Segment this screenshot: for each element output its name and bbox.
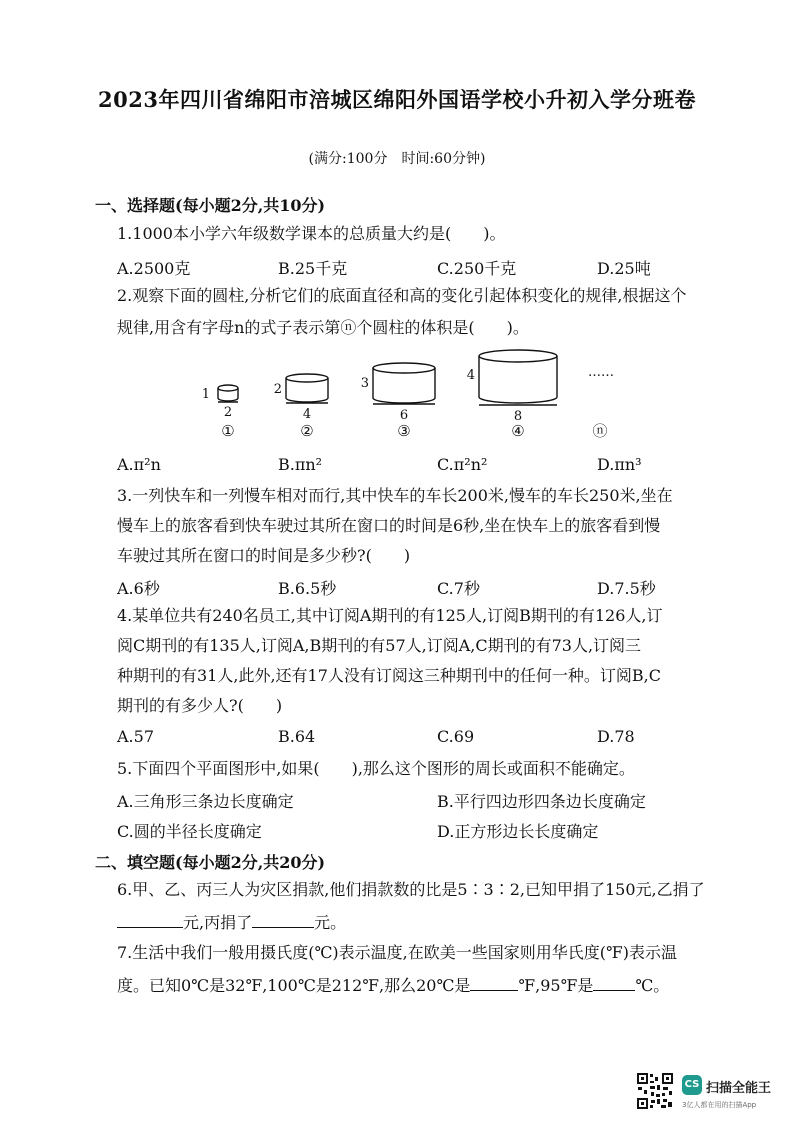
question-1-stem: 1.1000本小学六年级数学课本的总质量大约是( )。: [117, 224, 506, 243]
q7-text-b: ℉,95℉是: [518, 976, 594, 995]
q3-option-a: A.6秒: [117, 579, 160, 598]
cylinder-2: [286, 374, 328, 403]
q4-option-a: A.57: [117, 727, 154, 746]
q7-text-c: ℃。: [635, 976, 670, 995]
cylinder-4: [479, 350, 557, 405]
question-3-line-3: 车驶过其所在窗口的时间是多少秒?( ): [117, 546, 411, 565]
question-2-line-2: 规律,用含有字母n的式子表示第ⓝ个圆柱的体积是( )。: [117, 318, 529, 337]
answer-blank-yi[interactable]: [117, 911, 183, 928]
cyl2-height-label: 2: [273, 382, 282, 397]
q5-option-c: C.圆的半径长度确定: [117, 822, 262, 841]
question-3-line-2: 慢车上的旅客看到快车驶过其所在窗口的时间是6秒,坐在快车上的旅客看到慢: [117, 516, 661, 535]
question-4-line-3: 种期刊的有31人,此外,还有17人没有订阅这三种期刊中的任何一种。订阅B,C: [117, 666, 661, 685]
q1-option-c: C.250千克: [437, 259, 517, 278]
question-7-line-2: [117, 974, 669, 996]
question-6-line-2: [117, 911, 346, 933]
exam-info: (满分:100分 时间:60分钟): [308, 151, 486, 167]
section-heading-fill: 二、填空题(每小题2分,共20分): [95, 853, 326, 872]
q1-option-b: B.25千克: [278, 259, 348, 278]
q3-option-d: D.7.5秒: [597, 579, 656, 598]
sequence-ellipsis: ……: [588, 365, 614, 380]
q6-text-a: 元,丙捐了: [183, 913, 253, 932]
q5-option-d: D.正方形边长长度确定: [437, 822, 599, 841]
camscanner-logo: CS: [682, 1075, 702, 1095]
question-7-line-1: 7.生活中我们一般用摄氏度(℃)表示温度,在欧美一些国家则用华氏度(℉)表示温: [117, 943, 677, 962]
question-5-stem: 5.下面四个平面图形中,如果( ),那么这个图形的周长或面积不能确定。: [117, 759, 635, 778]
question-6-line-1: 6.甲、乙、丙三人为灾区捐款,他们捐款数的比是5∶3∶2,已知甲捐了150元,乙捐了: [117, 880, 705, 899]
q4-option-c: C.69: [437, 727, 475, 746]
section-heading-choice: 一、选择题(每小题2分,共10分): [95, 196, 326, 215]
q3-option-b: B.6.5秒: [278, 579, 337, 598]
question-4-line-4: 期刊的有多少人?( ): [117, 696, 283, 715]
cyl4-diameter-label: 8: [513, 409, 523, 424]
scanner-tagline: 3亿人都在用的扫描App: [682, 1101, 757, 1109]
q4-option-d: D.78: [597, 727, 635, 746]
q2-option-c: C.π²n²: [437, 455, 488, 474]
cylinder-sequence-figure: [190, 340, 630, 445]
q6-text-b: 元。: [314, 913, 347, 932]
question-2-line-1: 2.观察下面的圆柱,分析它们的底面直径和高的变化引起体积变化的规律,根据这个: [117, 286, 687, 305]
q2-option-a: A.π²n: [117, 455, 161, 474]
cyl2-diameter-label: 4: [302, 407, 312, 422]
q4-option-b: B.64: [278, 727, 316, 746]
question-4-line-1: 4.某单位共有240名员工,其中订阅A期刊的有125人,订阅B期刊的有126人,订: [117, 606, 663, 625]
q2-option-d: D.πn³: [597, 455, 642, 474]
question-4-line-2: 阅C期刊的有135人,订阅A,B期刊的有57人,订阅A,C期刊的有73人,订阅三: [117, 636, 642, 655]
qr-code-icon: [636, 1072, 674, 1110]
q2-option-b: B.πn²: [278, 455, 323, 474]
answer-blank-celsius[interactable]: [593, 974, 635, 991]
answer-blank-bing[interactable]: [252, 911, 314, 928]
cyl1-height-label: 1: [201, 387, 210, 402]
answer-blank-fahrenheit[interactable]: [470, 974, 518, 991]
q5-option-b: B.平行四边形四条边长度确定: [437, 792, 646, 811]
q5-option-a: A.三角形三条边长度确定: [117, 792, 294, 811]
q3-option-c: C.7秒: [437, 579, 480, 598]
q7-text-a: 度。已知0℃是32℉,100℃是212℉,那么20℃是: [117, 976, 471, 995]
scanner-brand-name: 扫描全能王: [706, 1081, 772, 1096]
cyl3-diameter-label: 6: [399, 408, 409, 423]
q1-option-d: D.25吨: [597, 259, 651, 278]
cyl3-height-label: 3: [360, 376, 369, 391]
cylinder-3: [373, 363, 435, 404]
cylinder-1: [218, 385, 238, 402]
cyl-n-index-label: ⓝ: [592, 422, 608, 440]
cyl1-diameter-label: 2: [223, 405, 233, 420]
cyl3-index-label: ③: [397, 422, 411, 440]
cyl1-index-label: ①: [221, 422, 235, 440]
cyl2-index-label: ②: [300, 422, 314, 440]
cyl4-height-label: 4: [466, 368, 475, 383]
cyl4-index-label: ④: [511, 422, 525, 440]
page-title: 2023年四川省绵阳市涪城区绵阳外国语学校小升初入学分班卷: [98, 87, 696, 112]
question-3-line-1: 3.一列快车和一列慢车相对而行,其中快车的车长200米,慢车的车长250米,坐在: [117, 486, 673, 505]
q1-option-a: A.2500克: [117, 259, 191, 278]
